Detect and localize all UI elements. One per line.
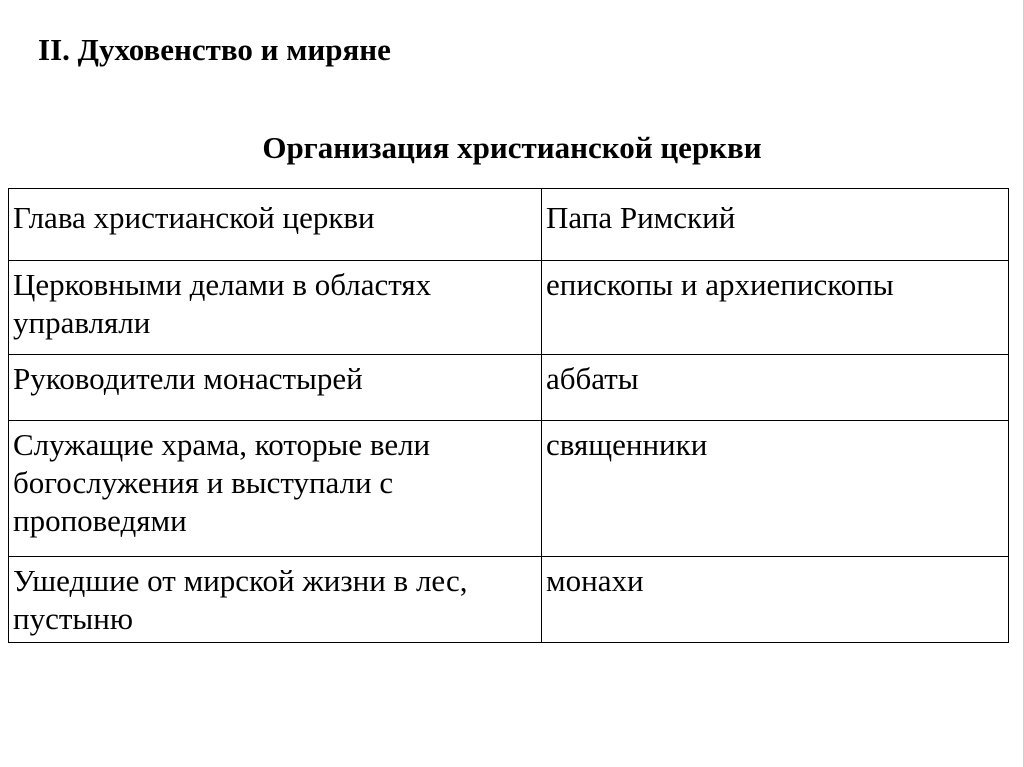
section-title: II. Духовенство и миряне (38, 32, 391, 67)
role-cell: Глава христианской церкви (9, 189, 542, 261)
who-cell: священники (542, 421, 1009, 557)
role-cell: Служащие храма, которые вели богослужения и выступали с проповедями (9, 421, 542, 557)
role-cell: Ушедшие от мирской жизни в лес, пустыню (9, 557, 542, 643)
church-organization-table (8, 188, 1009, 643)
table-row (9, 261, 1009, 355)
role-cell: Руководители монастырей (9, 355, 542, 421)
who-cell: Папа Римский (542, 189, 1009, 261)
table-row (9, 421, 1009, 557)
table-row (9, 355, 1009, 421)
table-row (9, 557, 1009, 643)
table-row (9, 189, 1009, 261)
who-cell: епископы и архиепископы (542, 261, 1009, 355)
table-title: Организация христианской церкви (262, 130, 762, 165)
who-cell: монахи (542, 557, 1009, 643)
role-cell: Церковными делами в областях управляли (9, 261, 542, 355)
who-cell: аббаты (542, 355, 1009, 421)
